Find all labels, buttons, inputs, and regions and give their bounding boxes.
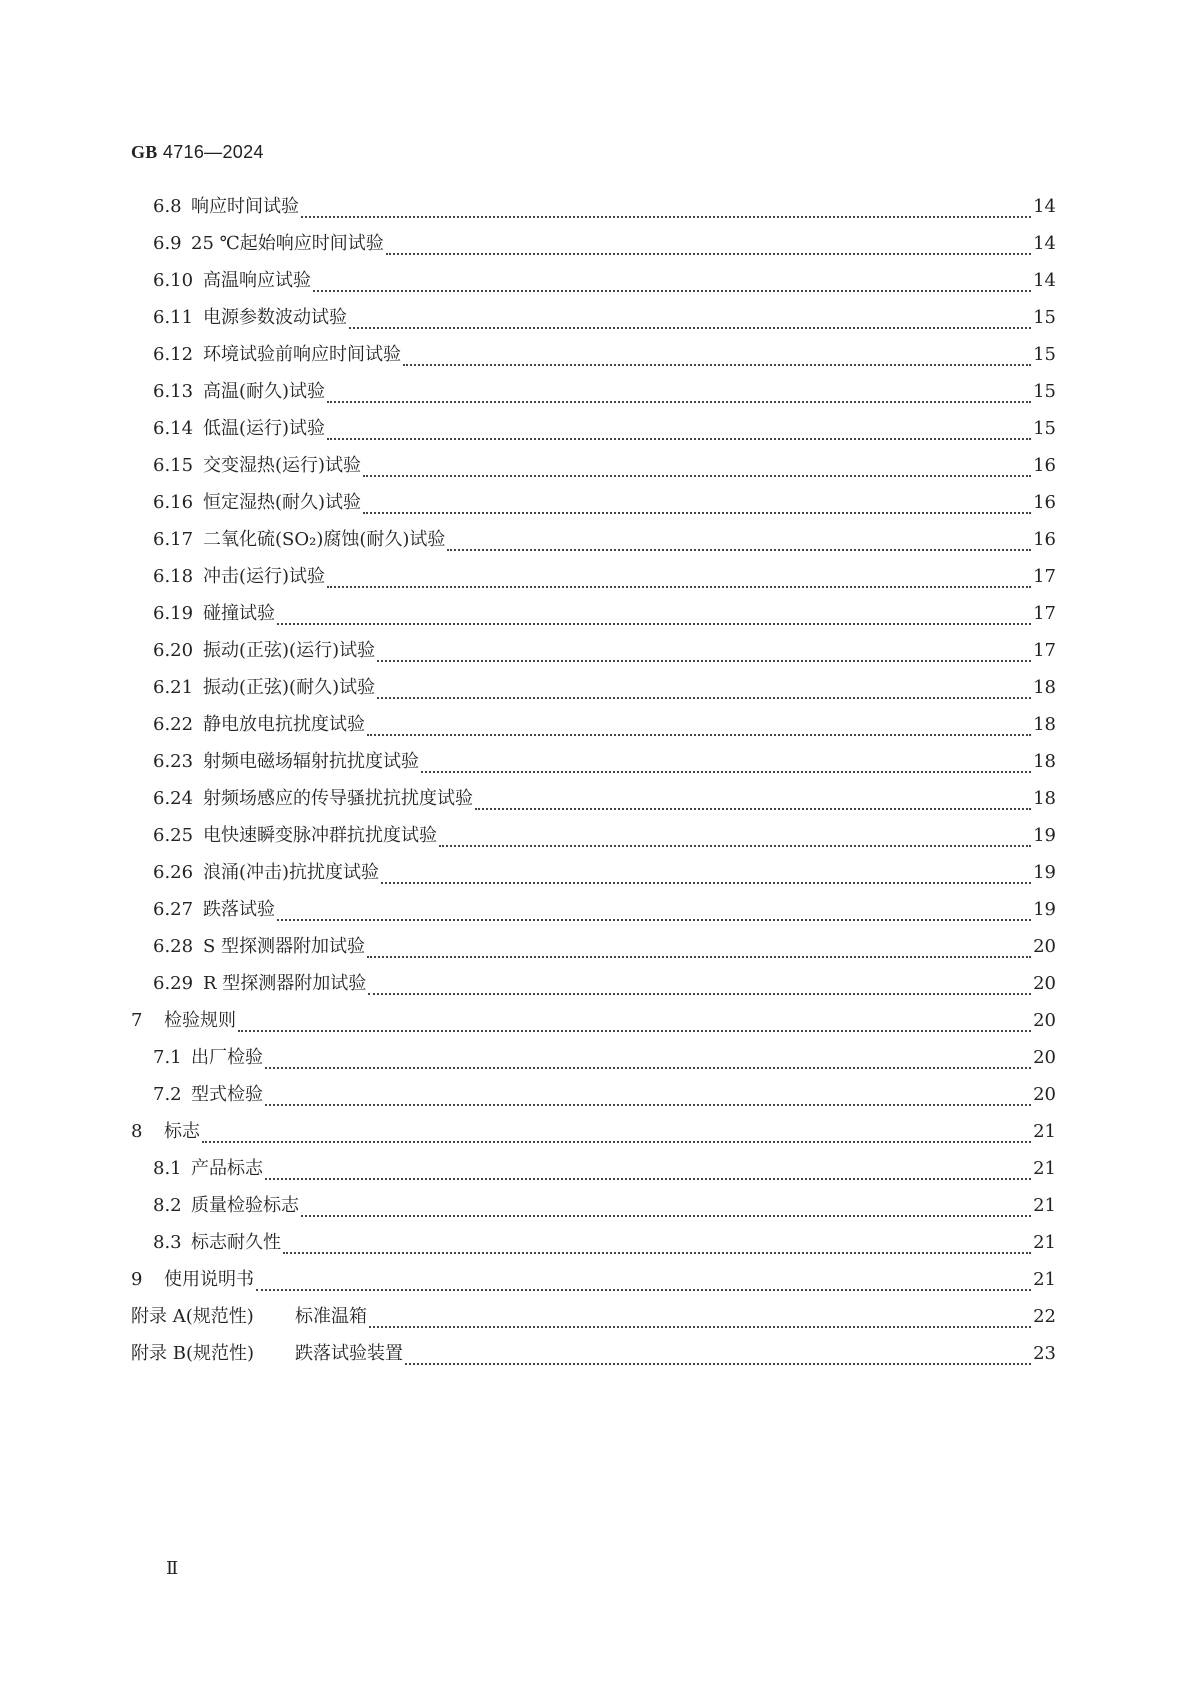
toc-entry-title: 产品标志: [191, 1158, 263, 1179]
toc-entry-number: 8.3: [153, 1232, 182, 1253]
toc-entry-title: 电源参数波动试验: [203, 307, 347, 328]
toc-entry[interactable]: [131, 969, 1056, 1006]
toc-entry-page: 20: [1033, 1047, 1056, 1068]
toc-entry-title: 射频场感应的传导骚扰抗扰度试验: [203, 788, 473, 809]
toc-entry-page: 19: [1033, 899, 1056, 920]
toc-entry-page: 16: [1033, 455, 1056, 476]
toc-entry-title: 振动(正弦)(耐久)试验: [203, 677, 376, 698]
toc-entry-number: 6.9: [153, 233, 182, 254]
toc-entry[interactable]: [131, 599, 1056, 636]
toc-entry-title: 型式检验: [191, 1084, 263, 1105]
toc-leader-dots: [386, 253, 1031, 255]
toc-entry[interactable]: [131, 1080, 1056, 1117]
toc-entry[interactable]: [131, 1228, 1056, 1265]
toc-entry-page: 20: [1033, 973, 1056, 994]
toc-leader-dots: [363, 475, 1031, 477]
toc-entry-number: 6.17: [153, 529, 194, 550]
toc-leader-dots: [313, 290, 1031, 292]
toc-entry-title: 响应时间试验: [191, 196, 299, 217]
toc-entry-number: 7.2: [153, 1084, 182, 1105]
toc-leader-dots: [403, 364, 1031, 366]
toc-entry[interactable]: [131, 858, 1056, 895]
toc-entry[interactable]: [131, 488, 1056, 525]
toc-entry-title: 静电放电抗扰度试验: [203, 714, 365, 735]
toc-leader-dots: [238, 1030, 1031, 1032]
toc-entry-number: 8.1: [153, 1158, 182, 1179]
toc-leader-dots: [327, 586, 1031, 588]
toc-entry-page: 20: [1033, 1084, 1056, 1105]
toc-entry[interactable]: [131, 525, 1056, 562]
toc-entry-number: 6.27: [153, 899, 194, 920]
toc-entry-number: 附录 B(规范性): [131, 1343, 254, 1364]
toc-entry-page: 21: [1033, 1121, 1056, 1142]
toc-entry[interactable]: [131, 784, 1056, 821]
toc-entry-number: 6.21: [153, 677, 194, 698]
toc-entry-title: 跌落试验: [203, 899, 275, 920]
toc-entry[interactable]: [131, 340, 1056, 377]
toc-entry-title: 交变湿热(运行)试验: [203, 455, 362, 476]
toc-leader-dots: [283, 1252, 1031, 1254]
standard-header: [131, 142, 264, 163]
toc-entry[interactable]: [131, 710, 1056, 747]
toc-leader-dots: [256, 1289, 1031, 1291]
toc-leader-dots: [265, 1104, 1031, 1106]
toc-entry[interactable]: [131, 229, 1056, 266]
toc-entry-title: 标志: [164, 1121, 200, 1142]
toc-entry-page: 21: [1033, 1269, 1056, 1290]
toc-entry-page: 22: [1033, 1306, 1056, 1327]
toc-entry-title: 出厂检验: [191, 1047, 263, 1068]
toc-entry[interactable]: [131, 1154, 1056, 1191]
toc-entry-number: 8.2: [153, 1195, 182, 1216]
toc-leader-dots: [377, 697, 1031, 699]
toc-leader-dots: [475, 808, 1031, 810]
toc-entry-page: 20: [1033, 936, 1056, 957]
toc-entry-number: 6.11: [153, 307, 194, 328]
toc-entry[interactable]: [131, 303, 1056, 340]
toc-entry-number: 6.29: [153, 973, 194, 994]
toc-entry-title: S 型探测器附加试验: [203, 936, 366, 957]
toc-entry-title: 浪涌(冲击)抗扰度试验: [203, 862, 380, 883]
toc-entry[interactable]: [131, 377, 1056, 414]
toc-entry[interactable]: [131, 1302, 1056, 1339]
toc-entry-number: 附录 A(规范性): [131, 1306, 254, 1327]
toc-entry-number: 6.8: [153, 196, 182, 217]
toc-entry-page: 21: [1033, 1195, 1056, 1216]
toc-entry-title: R 型探测器附加试验: [203, 973, 367, 994]
toc-entry-title: 冲击(运行)试验: [203, 566, 326, 587]
toc-entry-page: 23: [1033, 1343, 1056, 1364]
toc-leader-dots: [349, 327, 1031, 329]
toc-entry-title: 碰撞试验: [203, 603, 275, 624]
toc-entry-title: 高温响应试验: [203, 270, 311, 291]
toc-entry-number: 6.24: [153, 788, 194, 809]
toc-entry[interactable]: [131, 1265, 1056, 1302]
toc-leader-dots: [363, 512, 1031, 514]
toc-entry-title: 高温(耐久)试验: [203, 381, 326, 402]
toc-leader-dots: [381, 882, 1031, 884]
toc-entry-page: 19: [1033, 825, 1056, 846]
toc-entry-number: 6.14: [153, 418, 194, 439]
toc-leader-dots: [301, 1215, 1031, 1217]
toc-entry-number: 9: [131, 1269, 143, 1290]
standard-prefix: GB: [131, 142, 158, 162]
toc-entry-title: 检验规则: [164, 1010, 236, 1031]
toc-entry-title: 射频电磁场辐射抗扰度试验: [203, 751, 419, 772]
toc-entry-title: 低温(运行)试验: [203, 418, 326, 439]
toc-entry-page: 18: [1033, 677, 1056, 698]
toc-entry-title: 质量检验标志: [191, 1195, 299, 1216]
toc-entry-page: 21: [1033, 1232, 1056, 1253]
toc-entry[interactable]: [131, 1339, 1056, 1376]
toc-entry-page: 18: [1033, 714, 1056, 735]
toc-entry-page: 18: [1033, 751, 1056, 772]
table-of-contents: [131, 192, 1056, 1376]
toc-entry[interactable]: [131, 1117, 1056, 1154]
toc-leader-dots: [277, 623, 1031, 625]
toc-entry[interactable]: [131, 562, 1056, 599]
toc-entry-number: 6.15: [153, 455, 194, 476]
toc-entry-number: 6.25: [153, 825, 194, 846]
toc-entry-page: 15: [1033, 307, 1056, 328]
toc-leader-dots: [301, 216, 1031, 218]
toc-entry[interactable]: [131, 1043, 1056, 1080]
toc-leader-dots: [377, 660, 1031, 662]
toc-leader-dots: [265, 1178, 1031, 1180]
toc-leader-dots: [327, 438, 1031, 440]
toc-leader-dots: [447, 549, 1031, 551]
toc-leader-dots: [421, 771, 1031, 773]
toc-entry-page: 14: [1033, 233, 1056, 254]
toc-entry[interactable]: [131, 895, 1056, 932]
toc-entry-number: 7.1: [153, 1047, 182, 1068]
toc-leader-dots: [369, 1326, 1031, 1328]
toc-entry-number: 6.18: [153, 566, 194, 587]
toc-leader-dots: [202, 1141, 1031, 1143]
toc-leader-dots: [327, 401, 1031, 403]
toc-entry[interactable]: [131, 932, 1056, 969]
toc-entry-number: 8: [131, 1121, 143, 1142]
toc-entry[interactable]: [131, 747, 1056, 784]
toc-entry[interactable]: [131, 414, 1056, 451]
toc-entry-page: 14: [1033, 196, 1056, 217]
toc-entry-page: 17: [1033, 603, 1056, 624]
toc-entry-page: 18: [1033, 788, 1056, 809]
toc-entry[interactable]: [131, 1191, 1056, 1228]
toc-entry-page: 16: [1033, 529, 1056, 550]
toc-entry[interactable]: [131, 821, 1056, 858]
toc-entry-page: 17: [1033, 566, 1056, 587]
toc-entry-title: 标志耐久性: [191, 1232, 281, 1253]
toc-entry-page: 15: [1033, 344, 1056, 365]
toc-entry-number: 6.10: [153, 270, 194, 291]
toc-entry-title: 电快速瞬变脉冲群抗扰度试验: [203, 825, 437, 846]
toc-entry-number: 6.20: [153, 640, 194, 661]
toc-entry-title: 使用说明书: [164, 1269, 254, 1290]
toc-entry-page: 14: [1033, 270, 1056, 291]
toc-entry[interactable]: [131, 451, 1056, 488]
toc-entry-title: 二氧化硫(SO₂)腐蚀(耐久)试验: [203, 529, 446, 550]
toc-entry-title: 跌落试验装置: [295, 1343, 403, 1364]
toc-entry-page: 17: [1033, 640, 1056, 661]
toc-entry[interactable]: [131, 636, 1056, 673]
toc-entry-title: 25 ℃起始响应时间试验: [191, 233, 384, 254]
toc-entry-page: 20: [1033, 1010, 1056, 1031]
toc-leader-dots: [367, 734, 1031, 736]
toc-entry[interactable]: [131, 673, 1056, 710]
standard-number: 4716—2024: [162, 142, 264, 162]
toc-entry-number: 6.19: [153, 603, 194, 624]
toc-leader-dots: [405, 1363, 1031, 1365]
toc-leader-dots: [368, 993, 1031, 995]
toc-entry-number: 6.26: [153, 862, 194, 883]
toc-entry-page: 15: [1033, 418, 1056, 439]
toc-leader-dots: [367, 956, 1031, 958]
toc-entry-page: 19: [1033, 862, 1056, 883]
toc-entry-number: 6.12: [153, 344, 194, 365]
toc-entry-number: 6.23: [153, 751, 194, 772]
page-number: Ⅱ: [166, 1558, 179, 1579]
toc-entry-number: 6.22: [153, 714, 194, 735]
toc-entry-number: 7: [131, 1010, 143, 1031]
toc-leader-dots: [265, 1067, 1031, 1069]
toc-leader-dots: [439, 845, 1031, 847]
toc-entry-title: 标准温箱: [295, 1306, 367, 1327]
toc-leader-dots: [277, 919, 1031, 921]
toc-entry-number: 6.28: [153, 936, 194, 957]
toc-entry[interactable]: [131, 1006, 1056, 1043]
toc-entry-title: 环境试验前响应时间试验: [203, 344, 401, 365]
toc-entry[interactable]: [131, 266, 1056, 303]
toc-entry-number: 6.16: [153, 492, 194, 513]
toc-entry-number: 6.13: [153, 381, 194, 402]
toc-entry-page: 15: [1033, 381, 1056, 402]
toc-entry-title: 恒定湿热(耐久)试验: [203, 492, 362, 513]
toc-entry-title: 振动(正弦)(运行)试验: [203, 640, 376, 661]
toc-entry[interactable]: [131, 192, 1056, 229]
toc-entry-page: 16: [1033, 492, 1056, 513]
toc-entry-page: 21: [1033, 1158, 1056, 1179]
